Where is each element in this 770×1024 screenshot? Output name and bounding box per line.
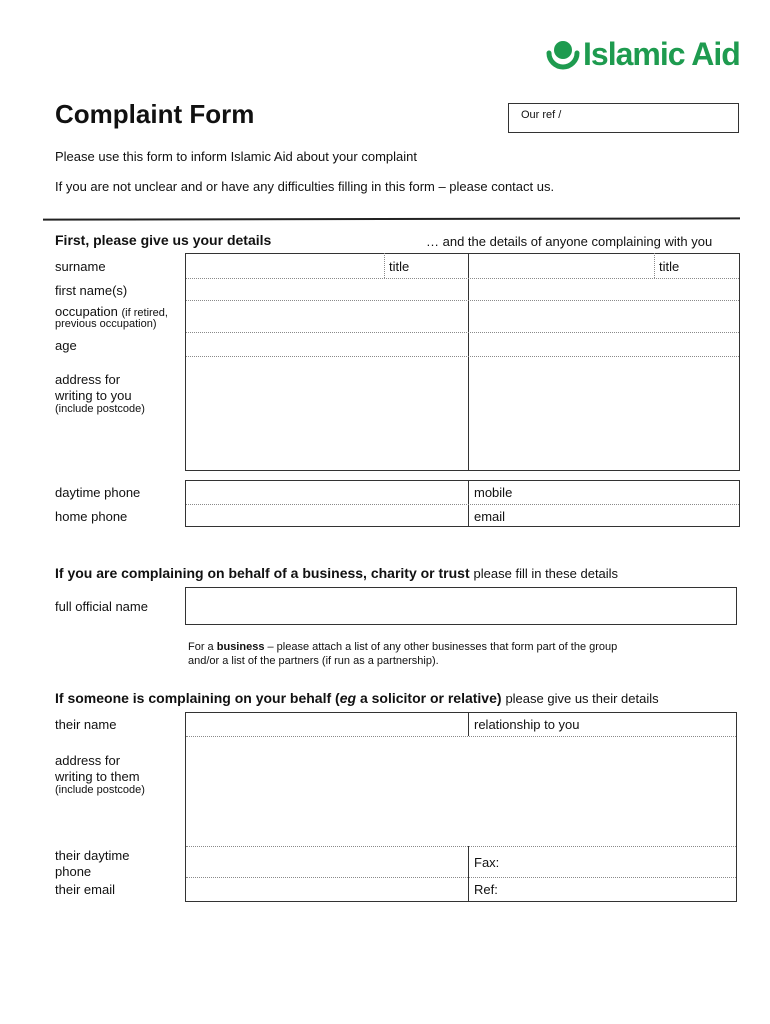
business-heading-rest: please fill in these details (473, 566, 619, 581)
behalf-heading-bold-a: If someone is complaining on your behalf ( (55, 690, 340, 706)
details-heading-right: … and the details of anyone complaining with you (426, 234, 713, 249)
fax-label: Fax: (474, 855, 500, 870)
address-label-2: writing to you (55, 388, 132, 403)
address-input[interactable] (186, 357, 468, 470)
behalf-heading-rest: please give us their details (505, 691, 659, 706)
occupation-input[interactable] (186, 301, 468, 332)
business-heading-bold: If you are complaining on behalf of a business, charity or trust (55, 565, 470, 581)
full-official-name-label: full official name (55, 599, 148, 614)
first-names-label: first name(s) (55, 283, 128, 298)
full-official-name-input[interactable] (185, 587, 737, 625)
co-surname-input[interactable] (469, 254, 654, 278)
occupation-label-text: occupation (55, 304, 118, 319)
age-label: age (55, 338, 77, 353)
occupation-note-b: previous occupation) (55, 318, 157, 330)
their-address-label-2: writing to them (55, 769, 140, 784)
behalf-heading (55, 690, 659, 706)
behalf-divider-bottom (468, 846, 469, 902)
surname-input[interactable] (186, 254, 384, 278)
title-divider-left (384, 253, 385, 278)
co-address-input[interactable] (469, 357, 739, 470)
business-note-line-1: – please attach a list of any other businesses that form part of the group (267, 641, 618, 653)
page-title: Complaint Form (55, 99, 255, 129)
co-title-input[interactable] (690, 254, 739, 278)
title-label-right: title (659, 259, 680, 274)
business-note-bold: business (216, 641, 265, 653)
our-ref-label: Our ref / (521, 109, 562, 121)
their-address-label-1: address for (55, 753, 121, 768)
title-divider-right (654, 253, 655, 278)
relationship-label: relationship to you (474, 717, 580, 732)
co-first-names-input[interactable] (469, 279, 739, 300)
logo-text: Islamic Aid (583, 36, 740, 72)
co-occupation-input[interactable] (469, 301, 739, 332)
address-label-1: address for (55, 372, 121, 387)
their-daytime-label-2: phone (55, 864, 92, 879)
behalf-heading-bold-b: a solicitor or relative) (359, 690, 502, 706)
business-note-line-2: and/or a list of the partners (if run as a partnership). (188, 655, 439, 667)
their-address-input[interactable] (186, 737, 736, 846)
details-heading: First, please give us your details (55, 232, 272, 248)
home-phone-label: home phone (55, 509, 128, 524)
intro-line-1: Please use this form to inform Islamic Aid about your complaint (55, 149, 417, 164)
their-daytime-phone-input[interactable] (186, 847, 468, 877)
behalf-heading-italic: eg (339, 690, 357, 706)
surname-label: surname (55, 259, 106, 274)
home-phone-input[interactable] (186, 505, 468, 526)
email-label: email (474, 509, 506, 524)
behalf-divider-top (468, 712, 469, 736)
business-note-prefix: For a (188, 641, 214, 653)
ref-label: Ref: (474, 882, 498, 897)
section-divider (43, 217, 740, 220)
our-ref-field[interactable] (508, 103, 739, 133)
their-email-input[interactable] (186, 878, 468, 901)
daytime-phone-label: daytime phone (55, 485, 141, 500)
logo (545, 36, 745, 76)
title-label-left: title (389, 259, 410, 274)
their-name-input[interactable] (186, 713, 468, 736)
their-name-label: their name (55, 717, 117, 732)
first-names-input[interactable] (186, 279, 468, 300)
occupation-note-a: (if retired, (121, 307, 168, 319)
intro-line-2: If you are not unclear and or have any difficulties filling in this form – please contact us. (55, 179, 555, 194)
their-daytime-label-1: their daytime (55, 848, 130, 863)
ref-input[interactable] (510, 878, 736, 901)
mobile-label: mobile (474, 485, 513, 500)
daytime-phone-input[interactable] (186, 481, 468, 504)
co-age-input[interactable] (469, 333, 739, 356)
business-note (188, 640, 728, 668)
business-heading (55, 565, 618, 581)
their-email-label: their email (55, 882, 115, 897)
relationship-input[interactable] (590, 713, 736, 736)
address-note: (include postcode) (55, 403, 145, 415)
mobile-input[interactable] (520, 481, 739, 504)
their-address-note: (include postcode) (55, 784, 145, 796)
title-input[interactable] (420, 254, 468, 278)
fax-input[interactable] (510, 847, 736, 877)
logo-mark-icon (545, 37, 581, 73)
age-input[interactable] (186, 333, 468, 356)
email-input[interactable] (520, 505, 739, 526)
